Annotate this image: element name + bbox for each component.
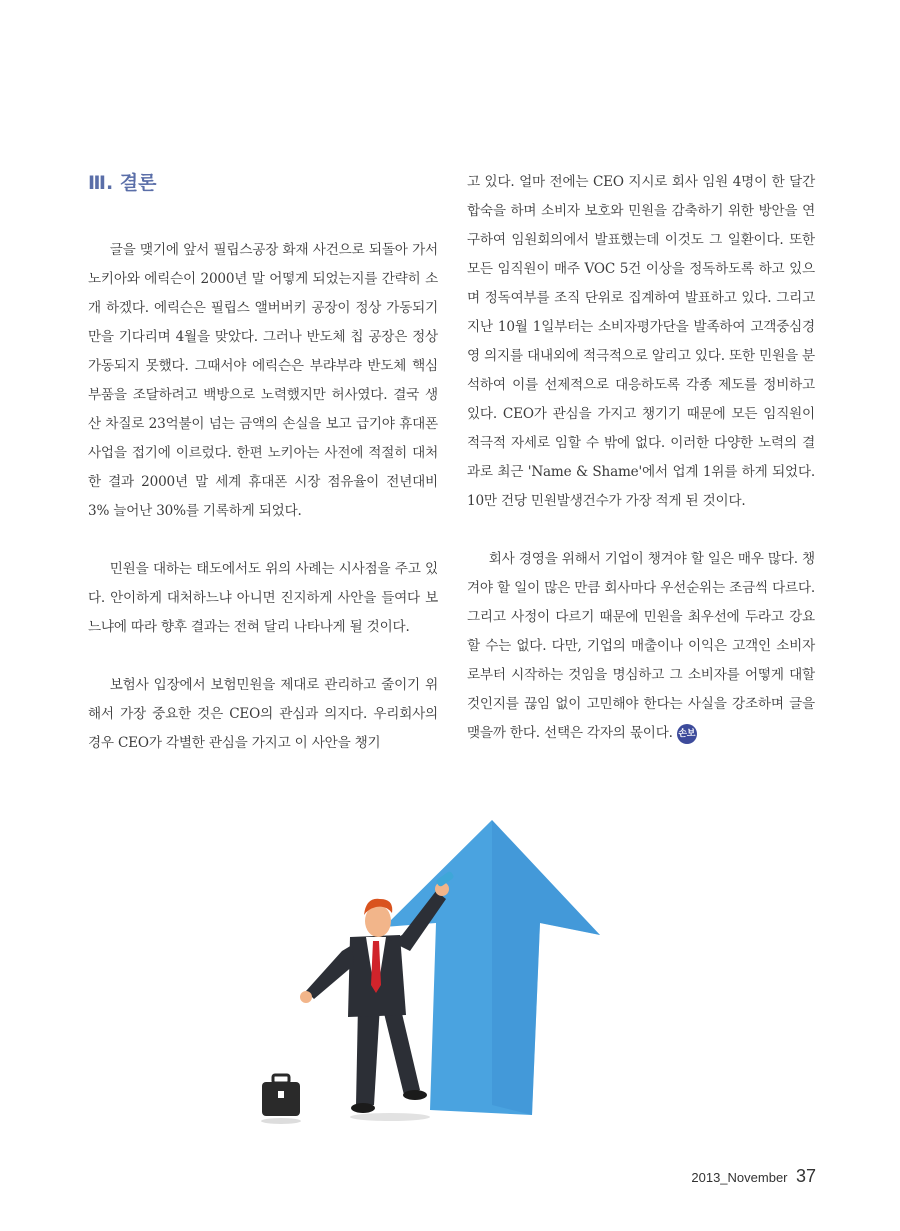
- body-paragraph: 보험사 입장에서 보험민원을 제대로 관리하고 줄이기 위해서 가장 중요한 것은 CEO의 관심과 의지다. 우리회사의 경우 CEO가 각별한 관심을 가지고 이 사안을 챙기: [88, 677, 438, 751]
- body-paragraph: 글을 맺기에 앞서 필립스공장 화재 사건으로 되돌아 가서 노키아와 에릭슨이 2000년 말 어떻게 되었는지를 간략히 소개 하겠다. 에릭슨은 필립스 앨버버키 공장이 정상 가동되기만을 기다리며 4월을 맞았다. 그러나 반도체 칩 공장은 정상 가동되지 못했다. 그때서야 에릭슨은 부랴부랴 반도체 핵심부품을 조달하려고 백방으로 노력했지만 허사였다. 결국 생산 차질로 23억불이 넘는 금액의 손실을 보고 급기야 휴대폰사업을 접기에 이르렀다. 한편 노키아는 사전에 적절히 대처한 결과 2000년 말 세계 휴대폰 시장 점유율이 전년대비 3% 늘어난 30%를 기록하게 되었다.: [88, 242, 438, 519]
- illustration-businessman-arrow: [240, 805, 640, 1145]
- section-heading: Ⅲ. 결론: [88, 172, 157, 194]
- page-footer: [691, 1166, 816, 1187]
- issue-label: 2013_November: [691, 1170, 788, 1185]
- page-number: 37: [795, 1166, 816, 1186]
- body-paragraph: 민원을 대하는 태도에서도 위의 사례는 시사점을 주고 있다. 안이하게 대처하느냐 아니면 진지하게 사안을 들여다 보느냐에 따라 향후 결과는 전혀 달리 나타나게 될 것이다.: [88, 561, 438, 635]
- final-paragraph-text: 회사 경영을 위해서 기업이 챙겨야 할 일은 매우 많다. 챙겨야 할 일이 많은 만큼 회사마다 우선순위는 조금씩 다르다. 그리고 사정이 다르기 때문에 민원을 최우선에 두라고 강요할 수는 없다. 다만, 기업의 매출이나 이익은 고객인 소비자로부터 시작하는 것임을 명심하고 그 소비자를 어떻게 대할 것인지를 끊임 없이 고민해야 한다는 사실을 강조하며 글을 맺을까 한다. 선택은 각자의 몫이다.: [467, 551, 815, 741]
- left-column: [88, 168, 438, 787]
- right-column: [467, 168, 815, 777]
- body-paragraph: 고 있다. 얼마 전에는 CEO 지시로 회사 임원 4명이 한 달간 합숙을 하며 소비자 보호와 민원을 감축하기 위한 방안을 연구하여 임원회의에서 발표했는데 이것도 그 일환이다. 또한 모든 임직원이 매주 VOC 5건 이상을 정독하도록 하고 있으며 정독여부를 조직 단위로 집계하여 발표하고 있다. 그리고 지난 10월 1일부터는 소비자평가단을 발족하여 고객중심경영 의지를 대내외에 적극적으로 알리고 있다. 또한 민원을 분석하여 이를 선제적으로 대응하도록 각종 제도를 정비하고 있다. CEO가 관심을 가지고 챙기기 때문에 모든 임직원이 적극적 자세로 임할 수 밖에 없다. 이러한 다양한 노력의 결과로 최근 'Name & Shame'에서 업계 1위를 하게 되었다. 10만 건당 민원발생건수가 가장 적게 된 것이다.: [467, 174, 815, 509]
- end-mark-icon: 손보: [677, 724, 697, 744]
- briefcase-icon: [261, 1075, 301, 1124]
- body-paragraph-final: [467, 545, 815, 748]
